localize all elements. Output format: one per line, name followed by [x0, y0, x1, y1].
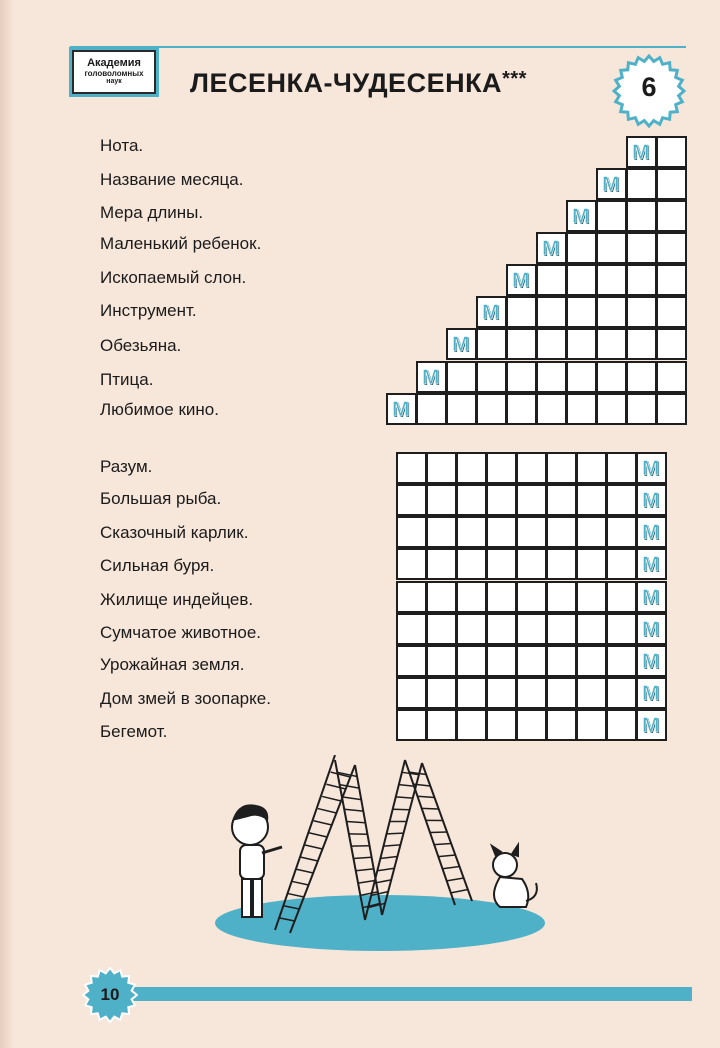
bottom-cell-r5-c1[interactable]	[396, 581, 427, 613]
top-cell-r9-c8[interactable]	[596, 393, 627, 425]
ladder-rung	[451, 890, 468, 893]
top-given-letter: М	[572, 205, 590, 228]
bottom-cell-r1-c1[interactable]	[396, 452, 427, 484]
ladder-rung	[358, 880, 376, 883]
top-clue-9: Любимое кино.	[100, 400, 219, 419]
bottom-cell-r3-c1[interactable]	[396, 516, 427, 548]
bottom-cell-r2-c2[interactable]	[426, 484, 457, 516]
bottom-cell-r3-c6[interactable]	[546, 516, 577, 548]
bottom-cell-r4-c6[interactable]	[546, 548, 577, 580]
top-cell-r7-c3[interactable]	[506, 328, 537, 360]
top-cell-r4-c3[interactable]	[596, 232, 627, 264]
top-given-letter: М	[392, 398, 410, 421]
top-cell-r7-c4[interactable]	[536, 328, 567, 360]
difficulty-stars: ***	[502, 68, 527, 90]
top-clue-4: Маленький ребенок.	[100, 234, 262, 253]
top-cell-r9-c6[interactable]	[536, 393, 567, 425]
ladder-rung	[422, 808, 439, 809]
top-cell-r8-c4[interactable]	[506, 361, 537, 393]
top-cell-r9-c9[interactable]	[626, 393, 657, 425]
bottom-cell-r9-c4[interactable]	[486, 709, 517, 741]
top-cell-r5-c2[interactable]	[536, 264, 567, 296]
bottom-cell-r5-c8[interactable]	[606, 581, 637, 613]
top-cell-r8-c7[interactable]	[596, 361, 627, 393]
top-cell-r8-c8[interactable]	[626, 361, 657, 393]
bottom-cell-r1-c7[interactable]	[576, 452, 607, 484]
bottom-cell-r4-c3[interactable]	[456, 548, 487, 580]
top-given-letter: М	[422, 366, 440, 389]
bottom-cell-r6-c8[interactable]	[606, 613, 637, 645]
bottom-cell-r9-c2[interactable]	[426, 709, 457, 741]
bottom-cell-r5-c4[interactable]	[486, 581, 517, 613]
bottom-given-letter: М	[642, 682, 660, 705]
top-cell-r7-c6[interactable]	[596, 328, 627, 360]
bottom-cell-r8-c6[interactable]	[546, 677, 577, 709]
bottom-clue-5: Жилище индейцев.	[100, 590, 254, 609]
bottom-cell-r1-c2[interactable]	[426, 452, 457, 484]
bottom-cell-r6-c3[interactable]	[456, 613, 487, 645]
ladder-rung	[288, 894, 304, 897]
bottom-cell-r9-c6[interactable]	[546, 709, 577, 741]
bottom-cell-r6-c7[interactable]	[576, 613, 607, 645]
bottom-cell-r8-c2[interactable]	[426, 677, 457, 709]
bottom-cell-r2-c5[interactable]	[516, 484, 547, 516]
top-cell-r5-c5[interactable]	[626, 264, 657, 296]
bottom-cell-r5-c6[interactable]	[546, 581, 577, 613]
top-cell-r5-c4[interactable]	[596, 264, 627, 296]
bottom-cell-r6-c1[interactable]	[396, 613, 427, 645]
top-cell-r7-c5[interactable]	[566, 328, 597, 360]
ladder-rung	[309, 833, 327, 837]
top-cell-r6-c6[interactable]	[626, 296, 657, 328]
cat-figure	[492, 845, 537, 907]
bottom-cell-r4-c8[interactable]	[606, 548, 637, 580]
bottom-cell-r3-c4[interactable]	[486, 516, 517, 548]
bottom-given-letter: М	[642, 650, 660, 673]
bottom-cell-r1-c6[interactable]	[546, 452, 577, 484]
top-clue-3: Мера длины.	[100, 203, 204, 222]
top-cell-r7-c2[interactable]	[476, 328, 507, 360]
ladder-rung	[296, 869, 313, 873]
bottom-cell-r7-c7[interactable]	[576, 645, 607, 677]
ladder-rung	[353, 857, 371, 858]
bottom-cell-r8-c3[interactable]	[456, 677, 487, 709]
bottom-cell-r3-c2[interactable]	[426, 516, 457, 548]
top-clue-2: Название месяца.	[100, 170, 244, 189]
top-cell-r9-c7[interactable]	[566, 393, 597, 425]
ladder-rung	[380, 857, 397, 859]
ladder-rung	[347, 822, 366, 823]
ladder-rung	[443, 867, 460, 869]
top-cell-r5-c3[interactable]	[566, 264, 597, 296]
top-cell-r9-c3[interactable]	[446, 393, 477, 425]
top-cell-r1-c2[interactable]	[656, 136, 687, 168]
page-title	[190, 68, 527, 99]
logo-line-3: наук	[106, 78, 122, 86]
ladder-rung	[430, 832, 447, 833]
bottom-cell-r9-c8[interactable]	[606, 709, 637, 741]
top-cell-r6-c2[interactable]	[506, 296, 537, 328]
bottom-cell-r7-c4[interactable]	[486, 645, 517, 677]
bottom-cell-r9-c3[interactable]	[456, 709, 487, 741]
ladder-rung	[387, 833, 404, 834]
ladder-rung	[322, 796, 341, 801]
bottom-clue-1: Разум.	[100, 457, 153, 476]
bottom-cell-r7-c5[interactable]	[516, 645, 547, 677]
puzzle-number: 6	[641, 72, 657, 102]
ladder-rung	[305, 845, 323, 849]
bottom-cell-r4-c7[interactable]	[576, 548, 607, 580]
bottom-cell-r5-c2[interactable]	[426, 581, 457, 613]
bottom-given-letter: М	[642, 489, 660, 512]
bottom-cell-r7-c1[interactable]	[396, 645, 427, 677]
ladder-rung	[418, 796, 435, 797]
top-given-letter: М	[632, 141, 650, 164]
ladders-illustration	[200, 755, 550, 955]
ladder-rung	[342, 797, 361, 800]
bottom-given-letter: М	[642, 586, 660, 609]
top-cell-r7-c7[interactable]	[626, 328, 657, 360]
bottom-clue-7: Урожайная земля.	[100, 655, 245, 674]
bottom-cell-r3-c7[interactable]	[576, 516, 607, 548]
ladder-rung	[393, 809, 410, 810]
bottom-cell-r8-c1[interactable]	[396, 677, 427, 709]
bottom-clue-8: Дом змей в зоопарке.	[100, 689, 271, 708]
bottom-cell-r9-c7[interactable]	[576, 709, 607, 741]
boy-figure	[232, 804, 282, 917]
ladder-rung	[434, 844, 451, 845]
bottom-cell-r6-c2[interactable]	[426, 613, 457, 645]
top-cell-r3-c3[interactable]	[626, 200, 657, 232]
bottom-cell-r6-c6[interactable]	[546, 613, 577, 645]
bottom-clue-4: Сильная буря.	[100, 556, 215, 575]
top-cell-r9-c4[interactable]	[476, 393, 507, 425]
bottom-cell-r8-c8[interactable]	[606, 677, 637, 709]
ladder-rung	[438, 855, 455, 857]
ladder-rung	[344, 809, 363, 811]
page-edge	[0, 0, 14, 1048]
top-clue-8: Птица.	[100, 370, 154, 389]
logo-line-2: головоломных	[84, 68, 144, 78]
top-given-letter: М	[482, 301, 500, 324]
top-cell-r2-c3[interactable]	[656, 168, 687, 200]
top-cell-r4-c2[interactable]	[566, 232, 597, 264]
bottom-cell-r6-c4[interactable]	[486, 613, 517, 645]
top-cell-r6-c3[interactable]	[536, 296, 567, 328]
top-cell-r8-c2[interactable]	[446, 361, 477, 393]
top-cell-r4-c4[interactable]	[626, 232, 657, 264]
top-cell-r8-c5[interactable]	[536, 361, 567, 393]
top-cell-r2-c2[interactable]	[626, 168, 657, 200]
bottom-cell-r4-c2[interactable]	[426, 548, 457, 580]
top-cell-r8-c6[interactable]	[566, 361, 597, 393]
bottom-given-letter: М	[642, 618, 660, 641]
bottom-cell-r1-c3[interactable]	[456, 452, 487, 484]
bottom-cell-r8-c4[interactable]	[486, 677, 517, 709]
academy-logo	[72, 50, 156, 94]
ladder-rung	[301, 857, 318, 861]
top-cell-r3-c4[interactable]	[656, 200, 687, 232]
top-given-letter: М	[452, 333, 470, 356]
bottom-cell-r5-c5[interactable]	[516, 581, 547, 613]
bottom-cell-r3-c5[interactable]	[516, 516, 547, 548]
top-cell-r6-c7[interactable]	[656, 296, 687, 328]
bottom-cell-r5-c3[interactable]	[456, 581, 487, 613]
bottom-cell-r9-c5[interactable]	[516, 709, 547, 741]
bottom-cell-r2-c1[interactable]	[396, 484, 427, 516]
top-clue-5: Ископаемый слон.	[100, 268, 247, 287]
top-cell-r5-c6[interactable]	[656, 264, 687, 296]
bottom-cell-r5-c7[interactable]	[576, 581, 607, 613]
bottom-cell-r3-c8[interactable]	[606, 516, 637, 548]
top-cell-r6-c5[interactable]	[596, 296, 627, 328]
top-given-letter: М	[512, 269, 530, 292]
ladder-rung	[314, 821, 332, 825]
bottom-cell-r7-c3[interactable]	[456, 645, 487, 677]
bottom-given-letter: М	[642, 457, 660, 480]
page-title-text: ЛЕСЕНКА-ЧУДЕСЕНКА	[190, 68, 503, 98]
bottom-cell-r2-c3[interactable]	[456, 484, 487, 516]
top-cell-r9-c5[interactable]	[506, 393, 537, 425]
bottom-cell-r2-c6[interactable]	[546, 484, 577, 516]
logo-line-1: Академия	[87, 57, 141, 70]
top-cell-r7-c8[interactable]	[656, 328, 687, 360]
bottom-given-letter: М	[642, 553, 660, 576]
ladder-rung	[383, 845, 400, 846]
bottom-clue-2: Большая рыба.	[100, 489, 222, 508]
bottom-clue-9: Бегемот.	[100, 722, 168, 741]
bottom-clue-3: Сказочный карлик.	[100, 523, 249, 542]
ladder-rung	[356, 869, 374, 871]
bottom-cell-r7-c8[interactable]	[606, 645, 637, 677]
bottom-cell-r1-c5[interactable]	[516, 452, 547, 484]
top-cell-r9-c2[interactable]	[416, 393, 447, 425]
bottom-cell-r9-c1[interactable]	[396, 709, 427, 741]
top-cell-r3-c2[interactable]	[596, 200, 627, 232]
top-given-letter: М	[542, 237, 560, 260]
header-rule	[70, 46, 686, 48]
bottom-cell-r4-c5[interactable]	[516, 548, 547, 580]
bottom-cell-r8-c5[interactable]	[516, 677, 547, 709]
footer-bar	[132, 987, 692, 1001]
bottom-cell-r2-c8[interactable]	[606, 484, 637, 516]
bottom-cell-r1-c8[interactable]	[606, 452, 637, 484]
bottom-cell-r7-c2[interactable]	[426, 645, 457, 677]
page-number: 10	[100, 985, 120, 1004]
bottom-cell-r3-c3[interactable]	[456, 516, 487, 548]
bottom-clue-6: Сумчатое животное.	[100, 623, 262, 642]
bottom-given-letter: М	[642, 714, 660, 737]
bottom-cell-r6-c5[interactable]	[516, 613, 547, 645]
bottom-cell-r4-c1[interactable]	[396, 548, 427, 580]
bottom-given-letter: М	[642, 521, 660, 544]
top-given-letter: М	[602, 173, 620, 196]
ladder-rung	[318, 809, 337, 813]
ladder-rung	[292, 881, 308, 885]
top-clue-6: Инструмент.	[100, 301, 197, 320]
bottom-cell-r2-c4[interactable]	[486, 484, 517, 516]
bottom-cell-r8-c7[interactable]	[576, 677, 607, 709]
bottom-cell-r2-c7[interactable]	[576, 484, 607, 516]
top-cell-r4-c5[interactable]	[656, 232, 687, 264]
bottom-cell-r4-c4[interactable]	[486, 548, 517, 580]
bottom-cell-r7-c6[interactable]	[546, 645, 577, 677]
ladder-rung	[447, 878, 464, 881]
top-clue-1: Нота.	[100, 136, 144, 155]
top-cell-r6-c4[interactable]	[566, 296, 597, 328]
top-cell-r8-c9[interactable]	[656, 361, 687, 393]
ladder-rung	[377, 868, 394, 871]
bottom-cell-r1-c4[interactable]	[486, 452, 517, 484]
top-cell-r8-c3[interactable]	[476, 361, 507, 393]
ladder-rung	[396, 797, 413, 798]
top-clue-7: Обезьяна.	[100, 336, 182, 355]
top-cell-r9-c10[interactable]	[656, 393, 687, 425]
